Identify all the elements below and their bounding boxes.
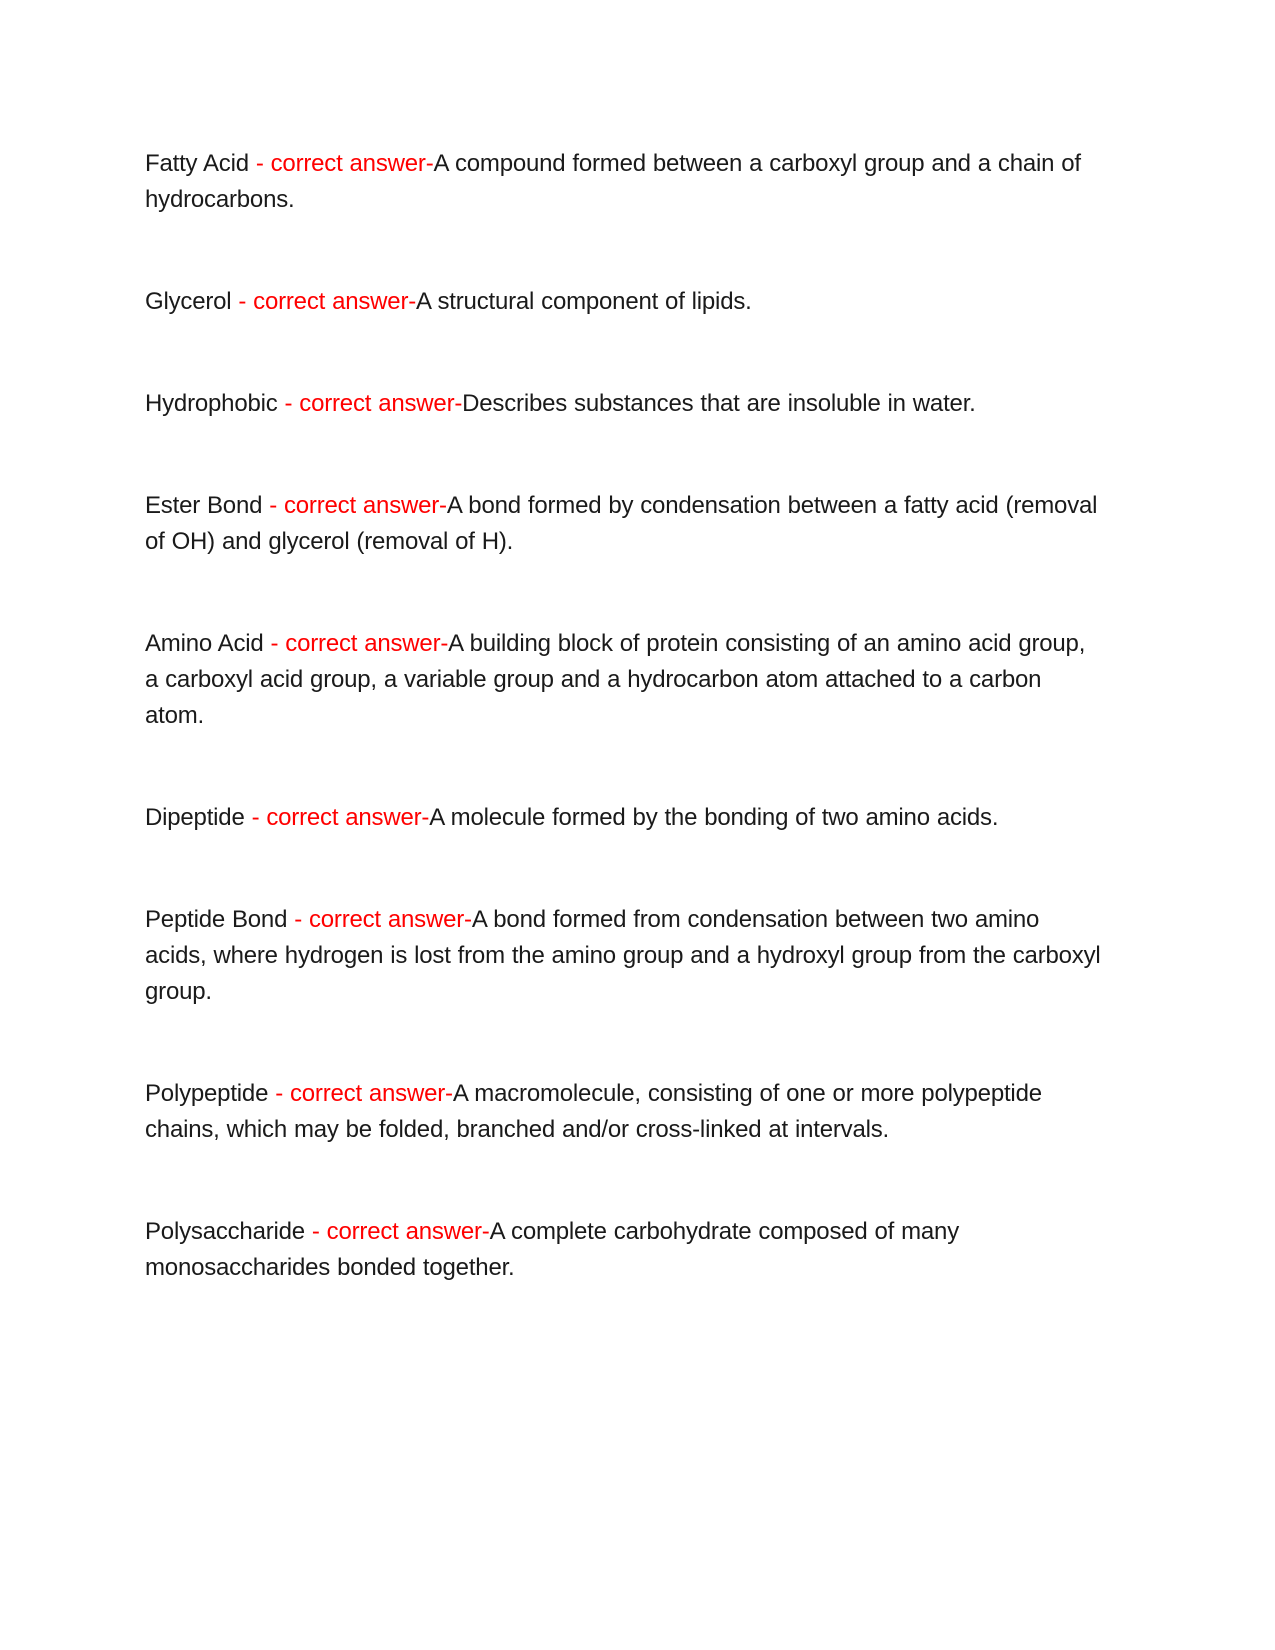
correct-answer-marker: - correct answer- bbox=[275, 1080, 453, 1107]
term-entry bbox=[145, 1214, 1105, 1286]
definition-text: A bond formed from condensation between two amino acids, where hydrogen is lost from the amino group and a hydroxyl group from the carboxyl group. bbox=[145, 906, 1101, 1005]
definition-text: Describes substances that are insoluble in water. bbox=[462, 390, 976, 417]
term-label: Fatty Acid bbox=[145, 150, 249, 177]
term-label: Peptide Bond bbox=[145, 906, 288, 933]
term-label: Polysaccharide bbox=[145, 1218, 305, 1245]
term-label: Dipeptide bbox=[145, 804, 245, 831]
definition-text: A building block of protein consisting of an amino acid group, a carboxyl acid group, a variable group and a hydrocarbon atom attached to a carbon atom. bbox=[145, 630, 1086, 729]
definition-text: A compound formed between a carboxyl group and a chain of hydrocarbons. bbox=[145, 150, 1081, 213]
definition-text: A bond formed by condensation between a fatty acid (removal of OH) and glycerol (removal of H). bbox=[145, 492, 1098, 555]
definition-text: A complete carbohydrate composed of many monosaccharides bonded together. bbox=[145, 1218, 959, 1281]
term-entry bbox=[145, 386, 1105, 422]
term-label: Hydrophobic bbox=[145, 390, 278, 417]
correct-answer-marker: - correct answer- bbox=[311, 1218, 490, 1245]
term-entry bbox=[145, 284, 1105, 320]
term-entry bbox=[145, 800, 1105, 836]
correct-answer-marker: - correct answer- bbox=[255, 150, 434, 177]
term-entry bbox=[145, 626, 1105, 734]
term-entry bbox=[145, 1076, 1105, 1148]
term-entry bbox=[145, 488, 1105, 560]
term-entry bbox=[145, 146, 1105, 218]
term-entry bbox=[145, 902, 1105, 1010]
correct-answer-marker: - correct answer- bbox=[251, 804, 430, 831]
correct-answer-marker: - correct answer- bbox=[294, 906, 472, 933]
correct-answer-marker: - correct answer- bbox=[269, 492, 447, 519]
term-label: Glycerol bbox=[145, 288, 232, 315]
definition-text: A structural component of lipids. bbox=[416, 288, 752, 315]
term-label: Ester Bond bbox=[145, 492, 263, 519]
term-list bbox=[145, 146, 1105, 1286]
definition-text: A macromolecule, consisting of one or more polypeptide chains, which may be folded, branched and/or cross-linked at intervals. bbox=[145, 1080, 1042, 1143]
term-label: Polypeptide bbox=[145, 1080, 269, 1107]
correct-answer-marker: - correct answer- bbox=[270, 630, 449, 657]
definition-text: A molecule formed by the bonding of two amino acids. bbox=[429, 804, 999, 831]
correct-answer-marker: - correct answer- bbox=[284, 390, 463, 417]
correct-answer-marker: - correct answer- bbox=[238, 288, 417, 315]
term-label: Amino Acid bbox=[145, 630, 264, 657]
